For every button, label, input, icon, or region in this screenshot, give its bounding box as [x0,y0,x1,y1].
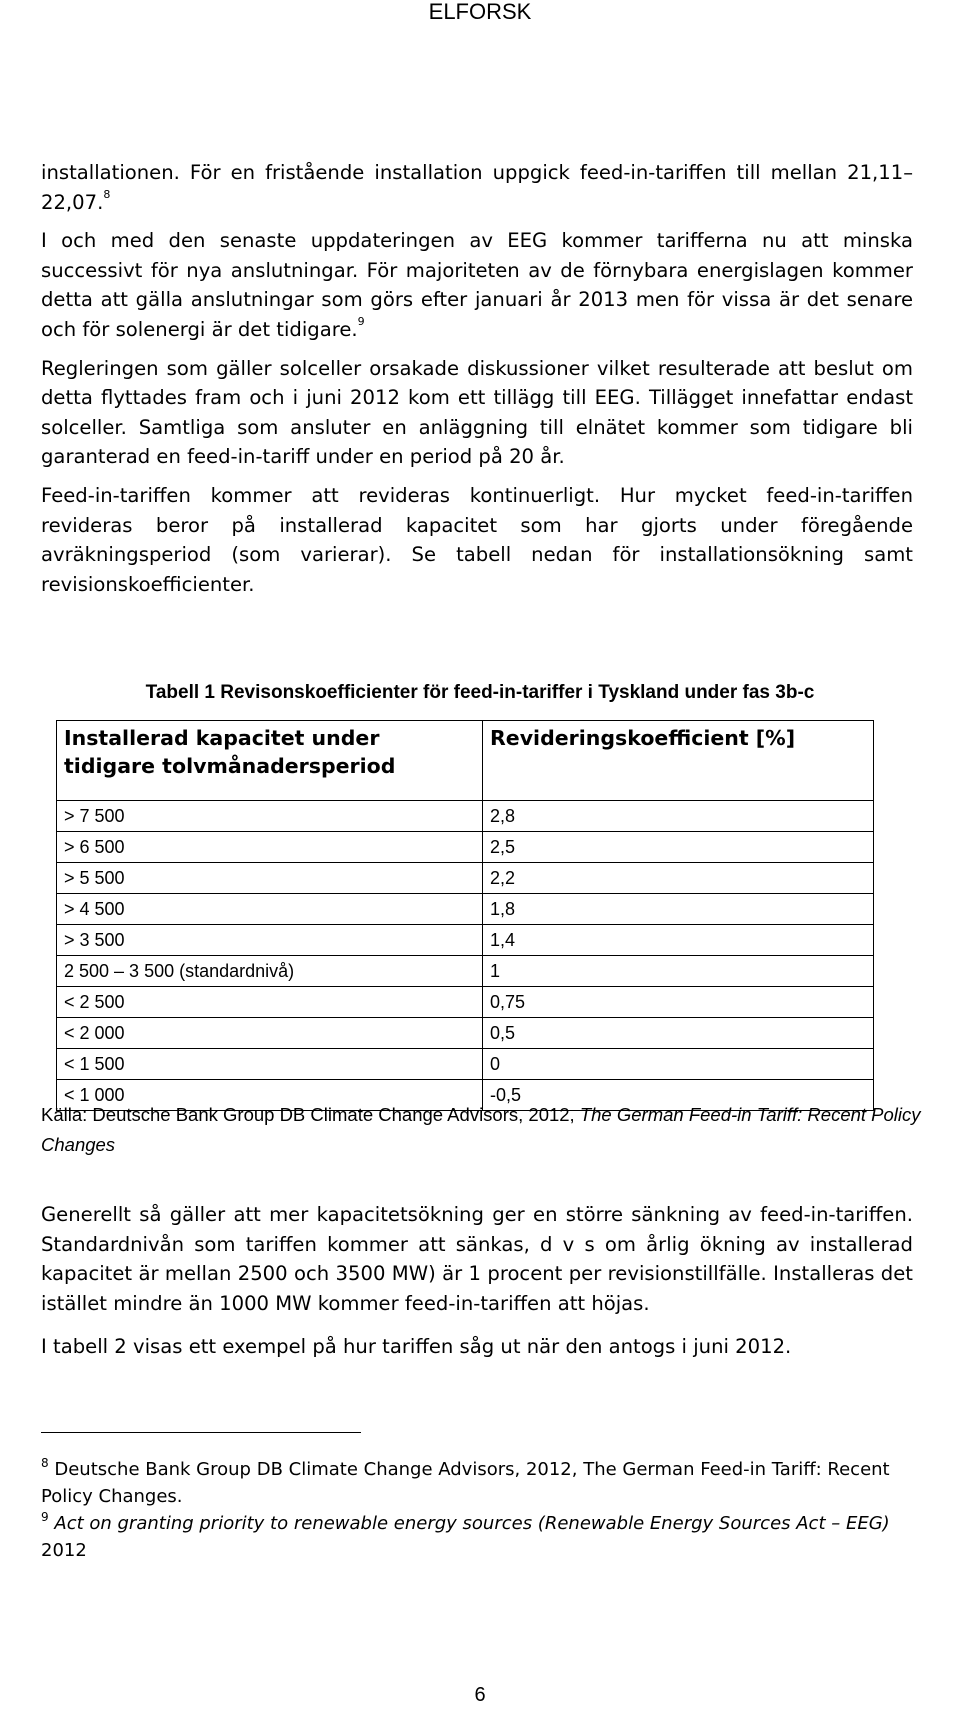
coefficient-cell: 2,8 [483,801,874,832]
paragraph [41,158,913,217]
paragraph-text: installationen. För en fristående installation uppgick feed-in-tariffen till mellan 21,11–22,07. [41,161,913,214]
table-row [57,832,874,863]
capacity-cell: > 6 500 [57,832,483,863]
source-title: The German Feed-in Tariff: Recent Policy Changes [41,1104,921,1155]
capacity-cell: > 7 500 [57,801,483,832]
paragraph: I tabell 2 visas ett exempel på hur tariffen såg ut när den antogs i juni 2012. [41,1335,792,1359]
paragraph [41,226,913,344]
paragraph: Feed-in-tariffen kommer att revideras kontinuerligt. Hur mycket feed-in-tariffen revideras beror på installerad kapacitet som har gjorts under föregående avräkningsperiod (som varierar). Se tabell nedan för installationsökning samt revisionskoefficienter. [41,483,913,596]
capacity-cell: < 2 500 [57,987,483,1018]
paragraph: Generellt så gäller att mer kapacitetsökning ger en större sänkning av feed-in-tariffen. Standardnivån som tariffen kommer att sänkas, d v s om årlig ökning av installerad kapacitet är mellan 2500 och 3500 MW) är 1 procent per revisionstillfälle. Installeras det istället mindre än 1000 MW kommer feed-in-tariffen att höjas. [41,1203,913,1315]
footnote-ref[interactable]: 8 [103,187,111,201]
table-row [57,956,874,987]
footnote-text: Deutsche Bank Group DB Climate Change Advisors, 2012, The German Feed-in Tariff: Recent Policy Changes. [41,1459,890,1507]
capacity-cell: 2 500 – 3 500 (standardnivå) [57,956,483,987]
footnote-number: 9 [41,1510,49,1524]
table-source [41,1100,921,1160]
body-text [41,158,913,608]
table-row [57,1049,874,1080]
body-text-continued [41,1200,913,1376]
source-prefix: Källa: Deutsche Bank Group DB Climate Change Advisors, 2012, [41,1104,580,1125]
footnote-tail: 2012 [41,1540,87,1561]
capacity-cell: > 4 500 [57,894,483,925]
capacity-cell: < 2 000 [57,1018,483,1049]
paragraph: Regleringen som gäller solceller orsakade diskussioner vilket resulterade att beslut om detta flyttades fram och i juni 2012 kom ett tillägg till EEG. Tillägget innefattar endast solceller. Samtliga som ansluter en anläggning till elnätet kommer som tidigare bli garanterad en feed-in-tariff under en period på 20 år. [41,356,913,469]
table-row [57,987,874,1018]
coefficient-cell: 2,2 [483,863,874,894]
revision-table [56,720,874,1111]
capacity-cell: > 3 500 [57,925,483,956]
capacity-cell: > 5 500 [57,863,483,894]
table-header-capacity: Installerad kapacitet under tidigare tolvmånadersperiod [57,721,483,801]
footnote-number: 8 [41,1456,49,1470]
table-row [57,925,874,956]
footnote-divider [41,1432,361,1433]
footnote-text: Act on granting priority to renewable energy sources (Renewable Energy Sources Act – EEG) [54,1513,890,1534]
footnote [41,1456,921,1510]
table-row [57,863,874,894]
table-row [57,894,874,925]
paragraph-text: I och med den senaste uppdateringen av EEG kommer tarifferna nu att minska successivt för nya anslutningar. För majoriteten av de förnybara energislagen kommer detta att gälla anslutningar som görs efter januari år 2013 men för vissa är det senare och för solenergi är det tidigare. [41,229,913,341]
table-header-coefficient: Revideringskoefficient [%] [483,721,874,801]
coefficient-cell: 0,5 [483,1018,874,1049]
table-caption: Tabell 1 Revisonskoefficienter för feed-in-tariffer i Tyskland under fas 3b-c [145,682,815,703]
table-row [57,1018,874,1049]
capacity-cell: < 1 500 [57,1049,483,1080]
coefficient-cell: 1 [483,956,874,987]
coefficient-cell: 1,8 [483,894,874,925]
footnote [41,1510,921,1564]
table-row [57,801,874,832]
footnotes [41,1456,921,1564]
coefficient-cell: 2,5 [483,832,874,863]
page-header: ELFORSK [428,0,532,24]
page-number: 6 [474,1684,486,1706]
coefficient-cell: 1,4 [483,925,874,956]
coefficient-cell: 0,75 [483,987,874,1018]
capacity-cell: < 1 000 [57,1080,483,1111]
table-header-row [57,721,874,801]
coefficient-cell: -0,5 [483,1080,874,1111]
footnote-ref[interactable]: 9 [357,314,365,328]
coefficient-cell: 0 [483,1049,874,1080]
